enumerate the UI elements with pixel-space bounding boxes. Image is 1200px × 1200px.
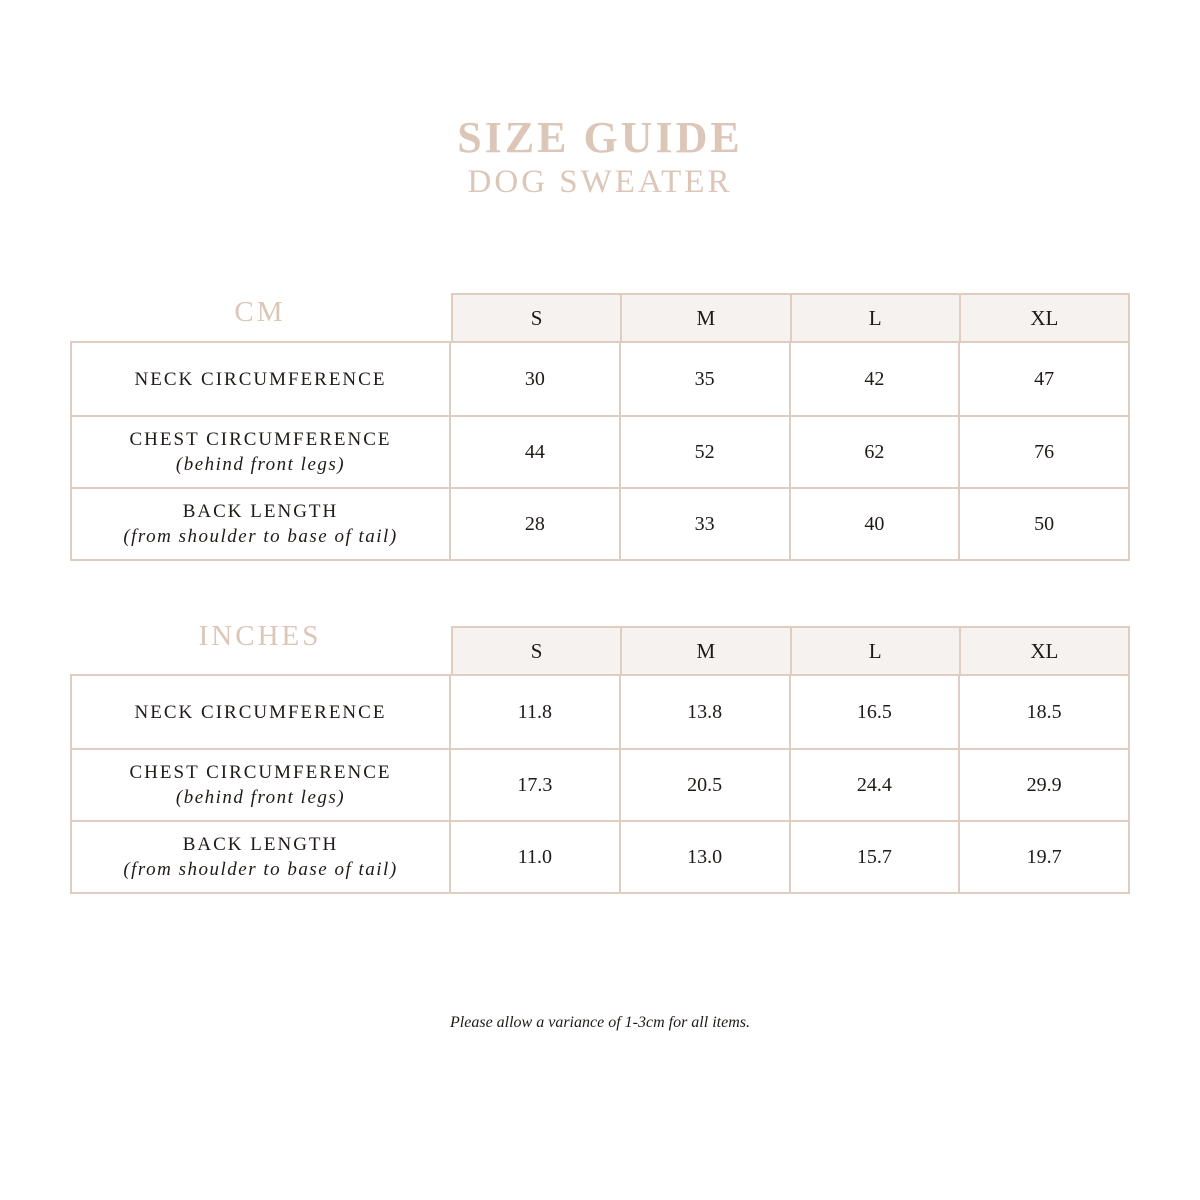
table-row-chest	[72, 748, 1128, 820]
table-cell: 62	[789, 417, 959, 487]
table-cell: 20.5	[619, 750, 789, 820]
row-label-cell	[72, 750, 451, 820]
table-cell: 33	[619, 489, 789, 559]
row-label-cell	[72, 343, 451, 415]
size-header-s: S	[530, 638, 543, 663]
variance-footnote: Please allow a variance of 1-3cm for all items.	[450, 1014, 750, 1031]
table-row-neck	[72, 343, 1128, 415]
table-cell: 18.5	[958, 676, 1128, 748]
table-cell: 17.3	[517, 773, 553, 796]
page-title: SIZE GUIDE	[457, 113, 743, 162]
table-cell: 52	[619, 417, 789, 487]
table-cell: 29.9	[958, 750, 1128, 820]
table-cell: 16.5	[789, 676, 959, 748]
table-cell: 40	[789, 489, 959, 559]
row-label-cell	[72, 822, 451, 892]
table-cell: 28	[524, 512, 545, 535]
row-label: CHEST CIRCUMFERENCE	[129, 429, 392, 450]
size-header-l: L	[790, 295, 959, 341]
size-header-m: M	[620, 295, 789, 341]
table-body	[70, 674, 1130, 894]
row-note: (from shoulder to base of tail)	[123, 526, 398, 547]
table-cell: 50	[958, 489, 1128, 559]
table-cell: 76	[958, 417, 1128, 487]
size-header-l: L	[790, 628, 959, 674]
row-label: NECK CIRCUMFERENCE	[134, 368, 387, 390]
table-cell: 11.8	[517, 700, 552, 723]
size-header-xl: XL	[959, 295, 1128, 341]
row-label: CHEST CIRCUMFERENCE	[129, 762, 392, 783]
row-label: NECK CIRCUMFERENCE	[134, 701, 387, 723]
size-header-row	[451, 293, 1130, 343]
table-row-chest	[72, 415, 1128, 487]
row-label: BACK LENGTH	[182, 834, 339, 855]
table-cell: 13.0	[619, 822, 789, 892]
size-header-xl: XL	[959, 628, 1128, 674]
row-label-cell	[72, 417, 451, 487]
row-note: (behind front legs)	[175, 454, 346, 475]
table-cell: 24.4	[789, 750, 959, 820]
table-cell: 44	[524, 440, 545, 463]
table-row-back	[72, 820, 1128, 892]
size-header-row	[451, 626, 1130, 676]
size-header-m: M	[620, 628, 789, 674]
table-body	[70, 341, 1130, 561]
table-row-neck	[72, 676, 1128, 748]
page-subtitle: DOG SWEATER	[467, 164, 733, 200]
table-cell: 19.7	[958, 822, 1128, 892]
row-label-cell	[72, 676, 451, 748]
table-cell: 30	[524, 367, 545, 390]
unit-label-inches: INCHES	[198, 620, 322, 652]
unit-label-cm: CM	[234, 296, 286, 328]
table-cell: 47	[958, 343, 1128, 415]
table-cell: 15.7	[789, 822, 959, 892]
table-cell: 13.8	[619, 676, 789, 748]
row-label-cell	[72, 489, 451, 559]
table-cell: 42	[789, 343, 959, 415]
row-note: (from shoulder to base of tail)	[123, 859, 398, 880]
row-label: BACK LENGTH	[182, 501, 339, 522]
row-note: (behind front legs)	[175, 787, 346, 808]
table-row-back	[72, 487, 1128, 559]
table-cell: 11.0	[517, 845, 552, 868]
table-cell: 35	[619, 343, 789, 415]
size-header-s: S	[530, 305, 543, 330]
